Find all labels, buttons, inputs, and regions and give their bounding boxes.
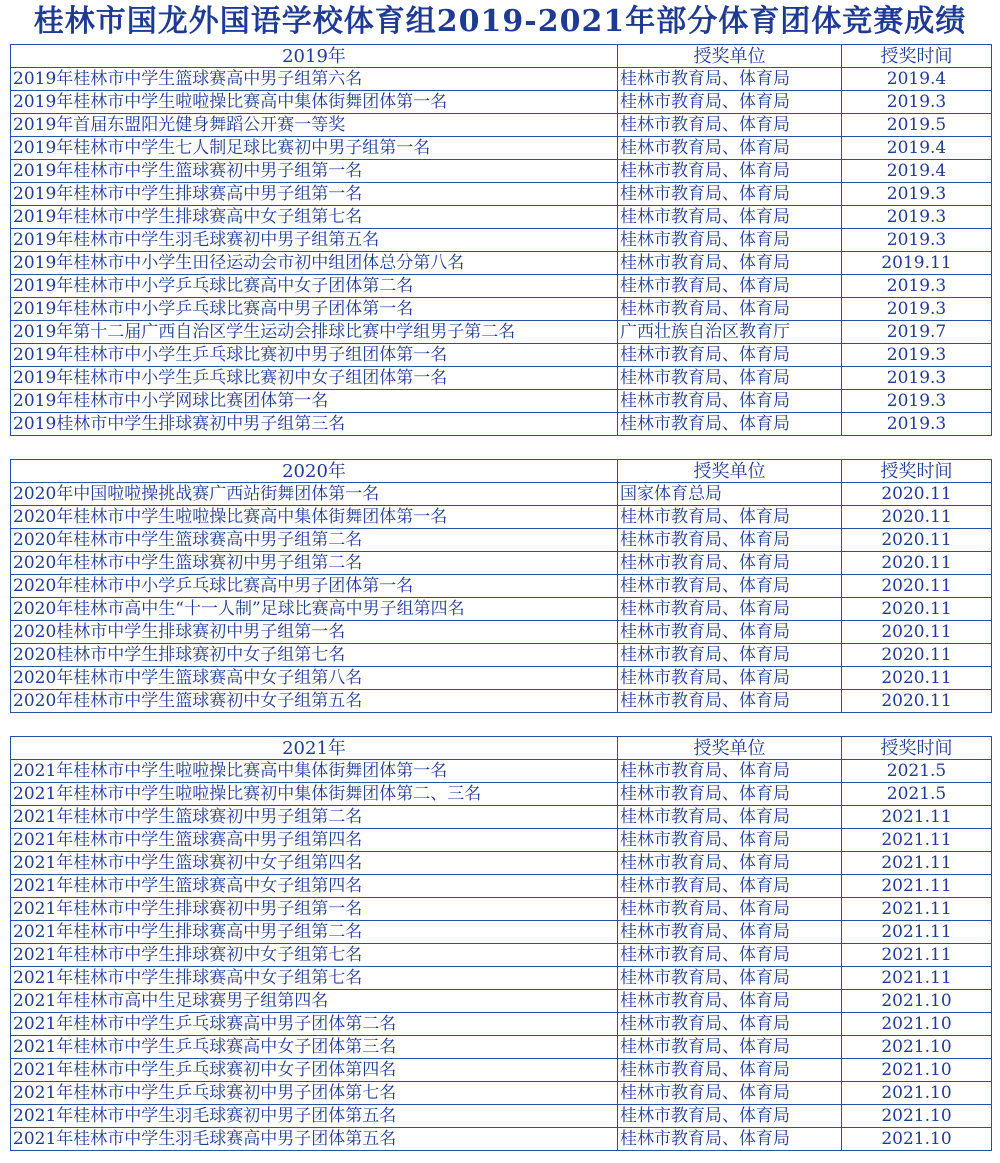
- award-unit-cell: 桂林市教育局、体育局: [618, 252, 842, 275]
- award-unit-cell: 桂林市教育局、体育局: [618, 344, 842, 367]
- section-gap: [0, 713, 1000, 736]
- table-row: [11, 206, 992, 229]
- results-tables: [0, 44, 1000, 1151]
- award-time-cell: 2020.11: [842, 598, 992, 621]
- award-unit-cell: 桂林市教育局、体育局: [618, 298, 842, 321]
- award-time-cell: 2020.11: [842, 667, 992, 690]
- award-name-cell: 2020桂林市中学生排球赛初中男子组第一名: [11, 621, 618, 644]
- table-row: [11, 921, 992, 944]
- unit-header: 授奖单位: [618, 45, 842, 68]
- award-name-cell: 2020桂林市中学生排球赛初中女子组第七名: [11, 644, 618, 667]
- award-unit-cell: 桂林市教育局、体育局: [618, 760, 842, 783]
- award-name-cell: 2021年桂林市中学生篮球赛初中女子组第四名: [11, 852, 618, 875]
- year-header: 2020年: [11, 460, 618, 483]
- award-name-cell: 2019桂林市中学生排球赛初中男子组第三名: [11, 413, 618, 436]
- award-unit-cell: 桂林市教育局、体育局: [618, 875, 842, 898]
- table-row: [11, 1082, 992, 1105]
- award-name-cell: 2021年桂林市中学生羽毛球赛初中男子团体第五名: [11, 1105, 618, 1128]
- award-unit-cell: 桂林市教育局、体育局: [618, 644, 842, 667]
- award-name-cell: 2021年桂林市中学生排球赛高中男子组第二名: [11, 921, 618, 944]
- award-unit-cell: 桂林市教育局、体育局: [618, 1128, 842, 1151]
- award-unit-cell: 桂林市教育局、体育局: [618, 575, 842, 598]
- award-time-cell: 2019.3: [842, 183, 992, 206]
- table-row: [11, 252, 992, 275]
- award-name-cell: 2019年桂林市中学生篮球赛初中男子组第一名: [11, 160, 618, 183]
- award-unit-cell: 桂林市教育局、体育局: [618, 990, 842, 1013]
- year-header: 2019年: [11, 45, 618, 68]
- award-name-cell: 2019年桂林市中学生排球赛高中男子组第一名: [11, 183, 618, 206]
- table-row: [11, 114, 992, 137]
- table-row: [11, 275, 992, 298]
- award-time-cell: 2020.11: [842, 552, 992, 575]
- award-time-cell: 2021.10: [842, 1013, 992, 1036]
- award-time-cell: 2021.5: [842, 783, 992, 806]
- award-name-cell: 2020年桂林市高中生“十一人制”足球比赛高中男子组第四名: [11, 598, 618, 621]
- award-time-cell: 2021.11: [842, 829, 992, 852]
- award-time-cell: 2020.11: [842, 621, 992, 644]
- award-unit-cell: 桂林市教育局、体育局: [618, 1059, 842, 1082]
- award-name-cell: 2019年桂林市中学生篮球赛高中男子组第六名: [11, 68, 618, 91]
- award-time-cell: 2019.3: [842, 413, 992, 436]
- award-time-cell: 2019.3: [842, 206, 992, 229]
- award-time-cell: 2019.4: [842, 160, 992, 183]
- award-name-cell: 2019年桂林市中小学生田径运动会市初中组团体总分第八名: [11, 252, 618, 275]
- award-time-cell: 2019.4: [842, 137, 992, 160]
- award-time-cell: 2021.10: [842, 990, 992, 1013]
- award-name-cell: 2020年桂林市中学生篮球赛初中男子组第二名: [11, 552, 618, 575]
- table-row: [11, 68, 992, 91]
- award-time-cell: 2019.3: [842, 367, 992, 390]
- award-unit-cell: 桂林市教育局、体育局: [618, 806, 842, 829]
- year-header: 2021年: [11, 737, 618, 760]
- award-time-cell: 2019.5: [842, 114, 992, 137]
- award-unit-cell: 桂林市教育局、体育局: [618, 921, 842, 944]
- award-time-cell: 2019.3: [842, 344, 992, 367]
- award-time-cell: 2021.10: [842, 1082, 992, 1105]
- award-name-cell: 2019年桂林市中小学乒乓球比赛高中男子团体第一名: [11, 298, 618, 321]
- table-row: [11, 598, 992, 621]
- award-time-cell: 2019.3: [842, 91, 992, 114]
- table-row: [11, 644, 992, 667]
- award-time-cell: 2021.11: [842, 852, 992, 875]
- award-name-cell: 2021年桂林市中学生羽毛球赛高中男子团体第五名: [11, 1128, 618, 1151]
- table-row: [11, 529, 992, 552]
- award-unit-cell: 桂林市教育局、体育局: [618, 390, 842, 413]
- table-header-row: [11, 45, 992, 68]
- award-time-cell: 2020.11: [842, 506, 992, 529]
- award-unit-cell: 桂林市教育局、体育局: [618, 967, 842, 990]
- table-row: [11, 367, 992, 390]
- table-row: [11, 183, 992, 206]
- award-name-cell: 2020年桂林市中小学乒乓球比赛高中男子团体第一名: [11, 575, 618, 598]
- award-time-cell: 2021.11: [842, 944, 992, 967]
- award-time-cell: 2020.11: [842, 575, 992, 598]
- table-row: [11, 990, 992, 1013]
- award-unit-cell: 桂林市教育局、体育局: [618, 783, 842, 806]
- results-table-0: [10, 44, 992, 436]
- award-name-cell: 2019年桂林市中学生羽毛球赛初中男子组第五名: [11, 229, 618, 252]
- award-time-cell: 2020.11: [842, 644, 992, 667]
- award-unit-cell: 广西壮族自治区教育厅: [618, 321, 842, 344]
- award-time-cell: 2019.4: [842, 68, 992, 91]
- table-row: [11, 690, 992, 713]
- time-header: 授奖时间: [842, 737, 992, 760]
- award-time-cell: 2019.11: [842, 252, 992, 275]
- award-unit-cell: 桂林市教育局、体育局: [618, 1082, 842, 1105]
- award-name-cell: 2021年桂林市中学生啦啦操比赛高中集体街舞团体第一名: [11, 760, 618, 783]
- award-unit-cell: 桂林市教育局、体育局: [618, 829, 842, 852]
- award-unit-cell: 桂林市教育局、体育局: [618, 598, 842, 621]
- award-time-cell: 2021.11: [842, 898, 992, 921]
- award-unit-cell: 桂林市教育局、体育局: [618, 944, 842, 967]
- table-row: [11, 667, 992, 690]
- table-header-row: [11, 460, 992, 483]
- award-unit-cell: 桂林市教育局、体育局: [618, 552, 842, 575]
- table-row: [11, 483, 992, 506]
- award-unit-cell: 国家体育总局: [618, 483, 842, 506]
- award-name-cell: 2021年桂林市高中生足球赛男子组第四名: [11, 990, 618, 1013]
- table-row: [11, 321, 992, 344]
- table-row: [11, 621, 992, 644]
- award-name-cell: 2020年中国啦啦操挑战赛广西站街舞团体第一名: [11, 483, 618, 506]
- award-name-cell: 2021年桂林市中学生乒乓球赛初中男子团体第七名: [11, 1082, 618, 1105]
- award-unit-cell: 桂林市教育局、体育局: [618, 1013, 842, 1036]
- award-time-cell: 2020.11: [842, 690, 992, 713]
- table-row: [11, 413, 992, 436]
- award-unit-cell: 桂林市教育局、体育局: [618, 229, 842, 252]
- award-name-cell: 2019年第十二届广西自治区学生运动会排球比赛中学组男子第二名: [11, 321, 618, 344]
- table-row: [11, 852, 992, 875]
- award-name-cell: 2021年桂林市中学生篮球赛初中男子组第二名: [11, 806, 618, 829]
- table-row: [11, 898, 992, 921]
- award-unit-cell: 桂林市教育局、体育局: [618, 114, 842, 137]
- award-unit-cell: 桂林市教育局、体育局: [618, 275, 842, 298]
- section-gap: [0, 436, 1000, 459]
- award-time-cell: 2019.3: [842, 390, 992, 413]
- award-unit-cell: 桂林市教育局、体育局: [618, 68, 842, 91]
- award-name-cell: 2021年桂林市中学生啦啦操比赛初中集体街舞团体第二、三名: [11, 783, 618, 806]
- table-row: [11, 575, 992, 598]
- award-unit-cell: 桂林市教育局、体育局: [618, 898, 842, 921]
- award-time-cell: 2019.3: [842, 298, 992, 321]
- award-name-cell: 2019年桂林市中学生排球赛高中女子组第七名: [11, 206, 618, 229]
- award-time-cell: 2021.10: [842, 1036, 992, 1059]
- award-name-cell: 2019年桂林市中小学生乒乓球比赛初中女子组团体第一名: [11, 367, 618, 390]
- award-name-cell: 2019年桂林市中小学生乒乓球比赛初中男子组团体第一名: [11, 344, 618, 367]
- table-row: [11, 344, 992, 367]
- award-name-cell: 2021年桂林市中学生篮球赛高中女子组第四名: [11, 875, 618, 898]
- table-row: [11, 91, 992, 114]
- award-unit-cell: 桂林市教育局、体育局: [618, 206, 842, 229]
- results-table-2: [10, 736, 992, 1151]
- award-unit-cell: 桂林市教育局、体育局: [618, 160, 842, 183]
- table-row: [11, 552, 992, 575]
- page-title: 桂林市国龙外国语学校体育组2019-2021年部分体育团体竞赛成绩: [33, 4, 967, 39]
- award-time-cell: 2020.11: [842, 529, 992, 552]
- award-time-cell: 2019.7: [842, 321, 992, 344]
- award-name-cell: 2020年桂林市中学生篮球赛高中男子组第二名: [11, 529, 618, 552]
- award-name-cell: 2019年桂林市中小学网球比赛团体第一名: [11, 390, 618, 413]
- table-row: [11, 829, 992, 852]
- table-row: [11, 783, 992, 806]
- table-row: [11, 875, 992, 898]
- award-time-cell: 2021.11: [842, 875, 992, 898]
- award-time-cell: 2019.3: [842, 275, 992, 298]
- table-header-row: [11, 737, 992, 760]
- table-row: [11, 967, 992, 990]
- award-time-cell: 2021.11: [842, 967, 992, 990]
- award-time-cell: 2020.11: [842, 483, 992, 506]
- award-unit-cell: 桂林市教育局、体育局: [618, 852, 842, 875]
- award-time-cell: 2021.11: [842, 921, 992, 944]
- award-name-cell: 2020年桂林市中学生啦啦操比赛高中集体街舞团体第一名: [11, 506, 618, 529]
- table-row: [11, 390, 992, 413]
- award-unit-cell: 桂林市教育局、体育局: [618, 1036, 842, 1059]
- award-name-cell: 2020年桂林市中学生篮球赛高中女子组第八名: [11, 667, 618, 690]
- table-row: [11, 1059, 992, 1082]
- table-row: [11, 137, 992, 160]
- table-row: [11, 160, 992, 183]
- award-name-cell: 2021年桂林市中学生篮球赛高中男子组第四名: [11, 829, 618, 852]
- award-name-cell: 2019年桂林市中小学乒乓球比赛高中女子团体第二名: [11, 275, 618, 298]
- award-unit-cell: 桂林市教育局、体育局: [618, 1105, 842, 1128]
- award-time-cell: 2021.10: [842, 1128, 992, 1151]
- award-unit-cell: 桂林市教育局、体育局: [618, 690, 842, 713]
- award-name-cell: 2021年桂林市中学生排球赛高中女子组第七名: [11, 967, 618, 990]
- award-unit-cell: 桂林市教育局、体育局: [618, 413, 842, 436]
- table-row: [11, 760, 992, 783]
- award-time-cell: 2021.10: [842, 1059, 992, 1082]
- table-row: [11, 1036, 992, 1059]
- award-time-cell: 2021.11: [842, 806, 992, 829]
- award-unit-cell: 桂林市教育局、体育局: [618, 367, 842, 390]
- unit-header: 授奖单位: [618, 460, 842, 483]
- award-unit-cell: 桂林市教育局、体育局: [618, 137, 842, 160]
- table-row: [11, 944, 992, 967]
- unit-header: 授奖单位: [618, 737, 842, 760]
- award-name-cell: 2021年桂林市中学生排球赛初中男子组第一名: [11, 898, 618, 921]
- table-row: [11, 229, 992, 252]
- award-name-cell: 2021年桂林市中学生乒乓球赛初中女子团体第四名: [11, 1059, 618, 1082]
- time-header: 授奖时间: [842, 460, 992, 483]
- award-name-cell: 2019年桂林市中学生啦啦操比赛高中集体街舞团体第一名: [11, 91, 618, 114]
- award-name-cell: 2019年桂林市中学生七人制足球比赛初中男子组第一名: [11, 137, 618, 160]
- table-row: [11, 1105, 992, 1128]
- time-header: 授奖时间: [842, 45, 992, 68]
- award-name-cell: 2019年首届东盟阳光健身舞蹈公开赛一等奖: [11, 114, 618, 137]
- award-time-cell: 2021.10: [842, 1105, 992, 1128]
- results-table-1: [10, 459, 992, 713]
- table-row: [11, 806, 992, 829]
- table-row: [11, 1128, 992, 1151]
- award-name-cell: 2020年桂林市中学生篮球赛初中女子组第五名: [11, 690, 618, 713]
- table-row: [11, 506, 992, 529]
- award-unit-cell: 桂林市教育局、体育局: [618, 667, 842, 690]
- table-row: [11, 298, 992, 321]
- award-name-cell: 2021年桂林市中学生排球赛初中女子组第七名: [11, 944, 618, 967]
- award-unit-cell: 桂林市教育局、体育局: [618, 529, 842, 552]
- table-row: [11, 1013, 992, 1036]
- award-time-cell: 2019.3: [842, 229, 992, 252]
- award-unit-cell: 桂林市教育局、体育局: [618, 506, 842, 529]
- award-name-cell: 2021年桂林市中学生乒乓球赛高中男子团体第二名: [11, 1013, 618, 1036]
- award-unit-cell: 桂林市教育局、体育局: [618, 621, 842, 644]
- award-time-cell: 2021.5: [842, 760, 992, 783]
- award-unit-cell: 桂林市教育局、体育局: [618, 91, 842, 114]
- award-unit-cell: 桂林市教育局、体育局: [618, 183, 842, 206]
- award-name-cell: 2021年桂林市中学生乒乓球赛高中女子团体第三名: [11, 1036, 618, 1059]
